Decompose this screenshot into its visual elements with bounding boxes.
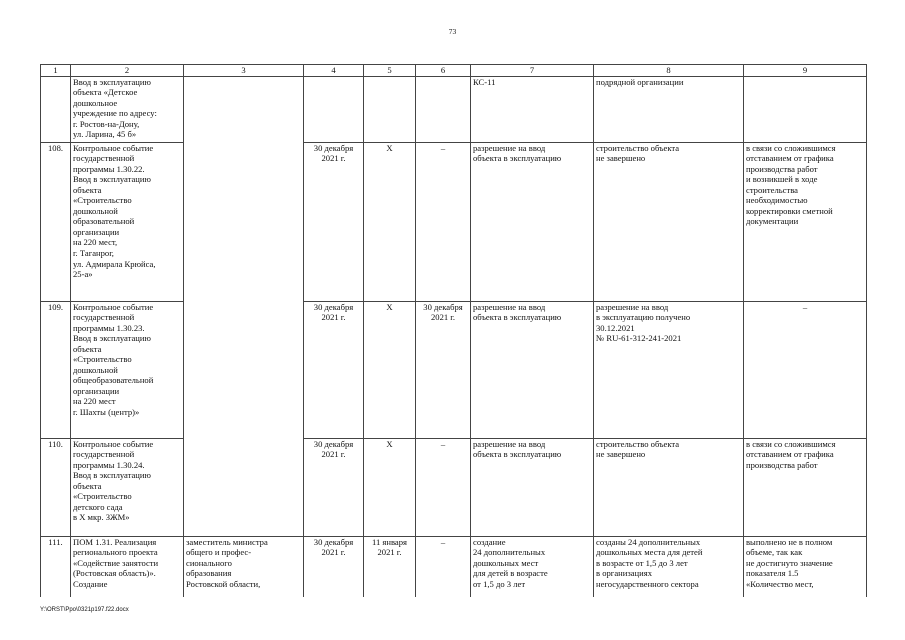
file-path-footer: Y:\ORST\Ppo\0321p197.f22.docx <box>40 607 129 613</box>
header-cell: 7 <box>471 65 594 77</box>
header-cell: 9 <box>744 65 867 77</box>
plan-date-cell: 30 декабря 2021 г. <box>304 301 364 438</box>
table-row <box>41 438 867 536</box>
table-row <box>41 536 867 597</box>
event-cell: Ввод в эксплуатацию объекта «Детское дошкольное учреждение по адресу: г. Ростов-на-Дону, ул. Ларина, 45 б» <box>71 76 184 142</box>
document-cell: разрешение на ввод объекта в эксплуатацию <box>471 142 594 301</box>
table-row <box>41 301 867 438</box>
row-number: 108. <box>41 142 71 301</box>
result-cell: подрядной организации <box>594 76 744 142</box>
note-cell <box>744 76 867 142</box>
header-cell: 2 <box>71 65 184 77</box>
header-cell: 4 <box>304 65 364 77</box>
fact-date-cell: – <box>416 438 471 536</box>
result-cell: разрешение на ввод в эксплуатацию получено 30.12.2021 № RU-61-312-241-2021 <box>594 301 744 438</box>
document-cell: разрешение на ввод объекта в эксплуатацию <box>471 438 594 536</box>
note-cell: в связи со сложившимся отставанием от графика производства работ <box>744 438 867 536</box>
event-cell: Контрольное событие государственной программы 1.30.24. Ввод в эксплуатацию объекта «Строительство детского сада в Х мкр. ЗЖМ» <box>71 438 184 536</box>
fact-date-cell: – <box>416 536 471 597</box>
header-cell: 6 <box>416 65 471 77</box>
header-cell: 8 <box>594 65 744 77</box>
result-cell: созданы 24 дополнительных дошкольных места для детей в возрасте от 1,5 до 3 лет в организациях негосударственного сектора <box>594 536 744 597</box>
row-number: 110. <box>41 438 71 536</box>
plan-date-cell: 30 декабря 2021 г. <box>304 536 364 597</box>
fact-date-cell: – <box>416 142 471 301</box>
col5-cell <box>364 76 416 142</box>
header-cell: 1 <box>41 65 71 77</box>
header-cell: 5 <box>364 65 416 77</box>
note-cell: – <box>744 301 867 438</box>
responsible-cell: заместитель министра общего и профес- сионального образования Ростовской области, <box>184 536 304 597</box>
plan-date-cell <box>304 76 364 142</box>
row-number <box>41 76 71 142</box>
document-cell: разрешение на ввод объекта в эксплуатацию <box>471 301 594 438</box>
header-cell: 3 <box>184 65 304 77</box>
col5-cell: Х <box>364 301 416 438</box>
table-row <box>41 142 867 301</box>
fact-date-cell <box>416 76 471 142</box>
note-cell: выполнено не в полном объеме, так как не достигнуто значение показателя 1.5 «Количество мест, <box>744 536 867 597</box>
plan-date-cell: 30 декабря 2021 г. <box>304 142 364 301</box>
row-number: 111. <box>41 536 71 597</box>
col5-cell: Х <box>364 438 416 536</box>
document-cell: создание 24 дополнительных дошкольных мест для детей в возрасте от 1,5 до 3 лет <box>471 536 594 597</box>
responsible-cell <box>184 76 304 536</box>
fact-date-cell: 30 декабря 2021 г. <box>416 301 471 438</box>
event-cell: Контрольное событие государственной программы 1.30.22. Ввод в эксплуатацию объекта «Строительство дошкольной образовательной организации на 220 мест, г. Таганрог, ул. Адмирала Крюйса, 25-а» <box>71 142 184 301</box>
table-row <box>41 76 867 142</box>
row-number: 109. <box>41 301 71 438</box>
result-cell: строительство объекта не завершено <box>594 142 744 301</box>
page-number: 73 <box>448 27 457 36</box>
header-row <box>41 65 867 77</box>
event-cell: Контрольное событие государственной программы 1.30.23. Ввод в эксплуатацию объекта «Строительство дошкольной общеобразовательной организации на 220 мест г. Шахты (центр)» <box>71 301 184 438</box>
result-cell: строительство объекта не завершено <box>594 438 744 536</box>
document-cell: КС-11 <box>471 76 594 142</box>
event-cell: ПОМ 1.31. Реализация регионального проекта «Содействие занятости (Ростовская область)». Создание <box>71 536 184 597</box>
col5-cell: Х <box>364 142 416 301</box>
col5-cell: 11 января 2021 г. <box>364 536 416 597</box>
note-cell: в связи со сложившимся отставанием от графика производства работ и возникшей в ходе строительства необходимостью корректировки сметной документации <box>744 142 867 301</box>
plan-date-cell: 30 декабря 2021 г. <box>304 438 364 536</box>
report-table <box>40 64 867 597</box>
